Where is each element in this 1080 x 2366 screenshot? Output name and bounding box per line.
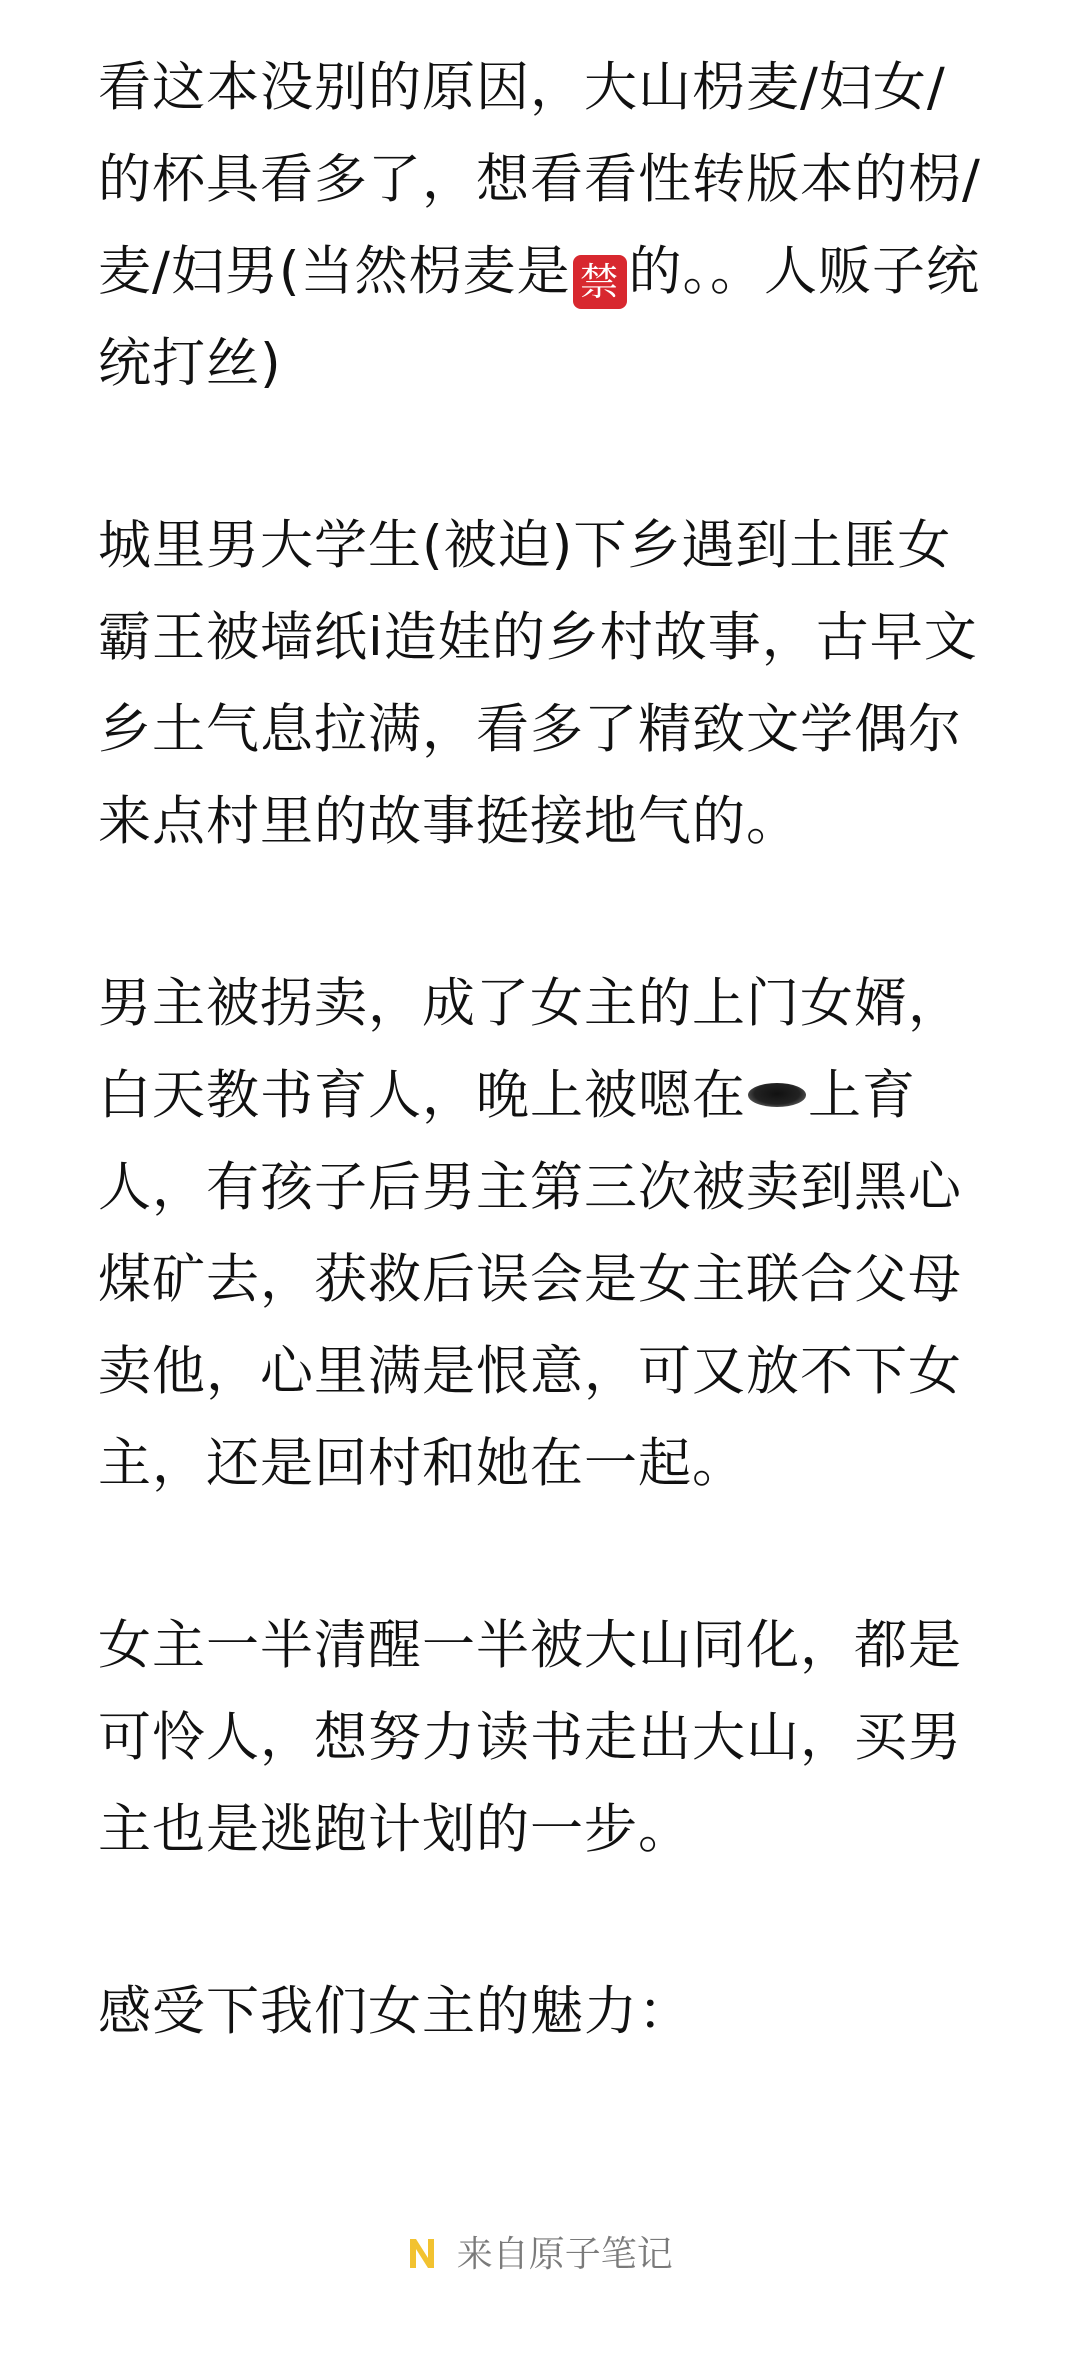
- prohibited-emoji: 禁: [573, 255, 627, 309]
- hole-emoji: [748, 1083, 806, 1107]
- paragraph: [98, 42, 998, 410]
- paragraph: [98, 958, 998, 1510]
- paragraph-text: 感受下我们女主的魅力：: [98, 1981, 692, 2042]
- paragraph: [98, 1600, 998, 1876]
- atom-note-logo-icon: [407, 2236, 437, 2270]
- paragraph-text: 城里男大学生(被迫)下乡遇到土匪女霸王被墙纸i造娃的乡村故事，古早文乡土气息拉满，看多了精致文学偶尔来点村里的故事挺接地气的。: [98, 515, 978, 852]
- paragraph: [98, 1966, 998, 2058]
- footer-source: [0, 2226, 1080, 2277]
- paragraph-text: 的。。人贩子统统打丝): [98, 241, 981, 394]
- footer-label: 来自原子笔记: [456, 2234, 673, 2275]
- paragraph-text: 上育人，有孩子后男主第三次被卖到黑心煤矿去，获救后误会是女主联合父母卖他，心里满是恨意，可又放不下女主，还是回村和她在一起。: [98, 1065, 962, 1494]
- paragraph-text: 男主被拐卖，成了女主的上门女婿，白天教书育人，晚上被嗯在: [98, 973, 962, 1126]
- paragraph: [98, 500, 998, 868]
- paragraph-text: 女主一半清醒一半被大山同化，都是可怜人，想努力读书走出大山，买男主也是逃跑计划的一步。: [98, 1615, 962, 1860]
- paragraph-text: 看这本没别的原因，大山枴麦/妇女/的杯具看多了，想看看性转版本的枴/麦/妇男(当然枴麦是: [98, 57, 981, 302]
- article-body: [98, 42, 998, 2148]
